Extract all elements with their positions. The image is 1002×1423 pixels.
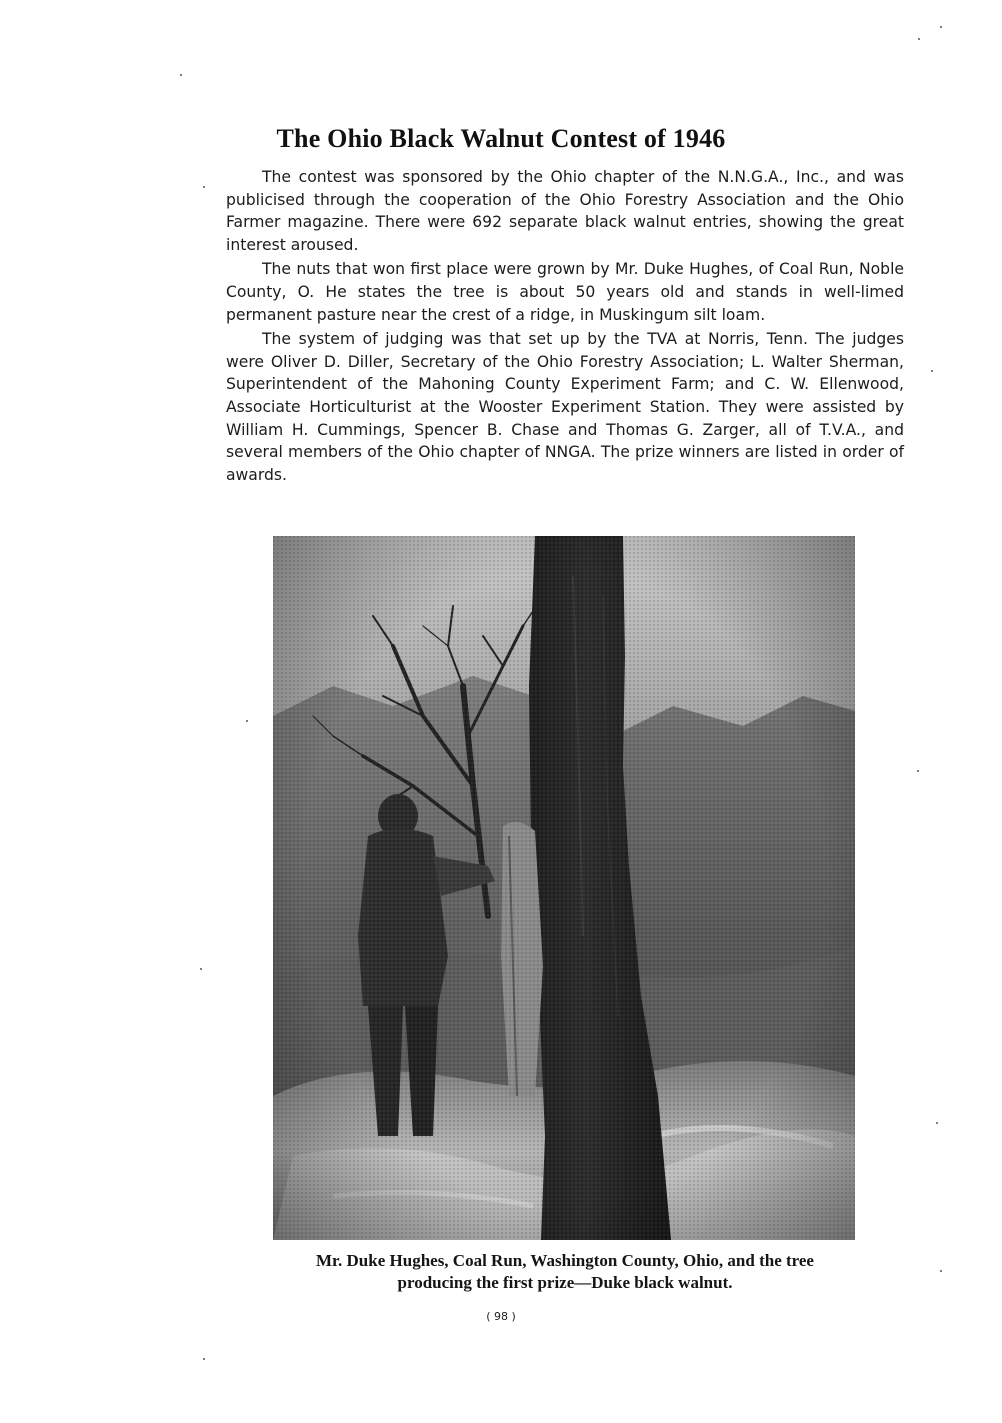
scan-speck — [203, 1358, 205, 1360]
caption-line-1: Mr. Duke Hughes, Coal Run, Washington County, Ohio, and the tree — [316, 1251, 814, 1270]
scan-speck — [180, 74, 182, 76]
scan-speck — [936, 1122, 938, 1124]
scan-speck — [931, 370, 933, 372]
paragraph-judging: The system of judging was that set up by the TVA at Norris, Tenn. The judges were Oliver D. Diller, Secretary of the Ohio Forestry Association; L. Walter Sherman, Superintendent of the Mahoning County Experiment Farm; and C. W. Ellenwood, Associate Horticulturist at the Wooster Experiment Station. They were assisted by William H. Cummings, Spencer B. Chase and Thomas G. Zarger, all of T.V.A., and several members of the Ohio chapter of NNGA. The prize winners are listed in order of awards. — [226, 330, 904, 484]
scan-speck — [940, 1270, 942, 1272]
scan-speck — [918, 38, 920, 40]
scan-speck — [200, 968, 202, 970]
paragraph-winner: The nuts that won first place were grown by Mr. Duke Hughes, of Coal Run, Noble County, O. He states the tree is about 50 years old and stands in well-limed permanent pasture near the crest of a ridge, in Muskingum silt loam. — [226, 260, 904, 324]
scan-speck — [940, 26, 942, 28]
article-title: The Ohio Black Walnut Contest of 1946 — [276, 124, 726, 153]
page-number: ( 98 ) — [486, 1310, 516, 1323]
figure-caption — [226, 1250, 904, 1294]
scan-speck — [246, 720, 248, 722]
article-body — [226, 166, 904, 488]
photograph-man-and-walnut-tree — [273, 536, 855, 1240]
scan-speck — [917, 770, 919, 772]
scan-speck — [203, 186, 205, 188]
caption-line-2: producing the first prize—Duke black walnut. — [397, 1273, 733, 1292]
paragraph-sponsorship: The contest was sponsored by the Ohio chapter of the N.N.G.A., Inc., and was publicised through the cooperation of the Ohio Forestry Association and the Ohio Farmer magazine. There were 692 separate black walnut entries, showing the great interest aroused. — [226, 168, 904, 254]
